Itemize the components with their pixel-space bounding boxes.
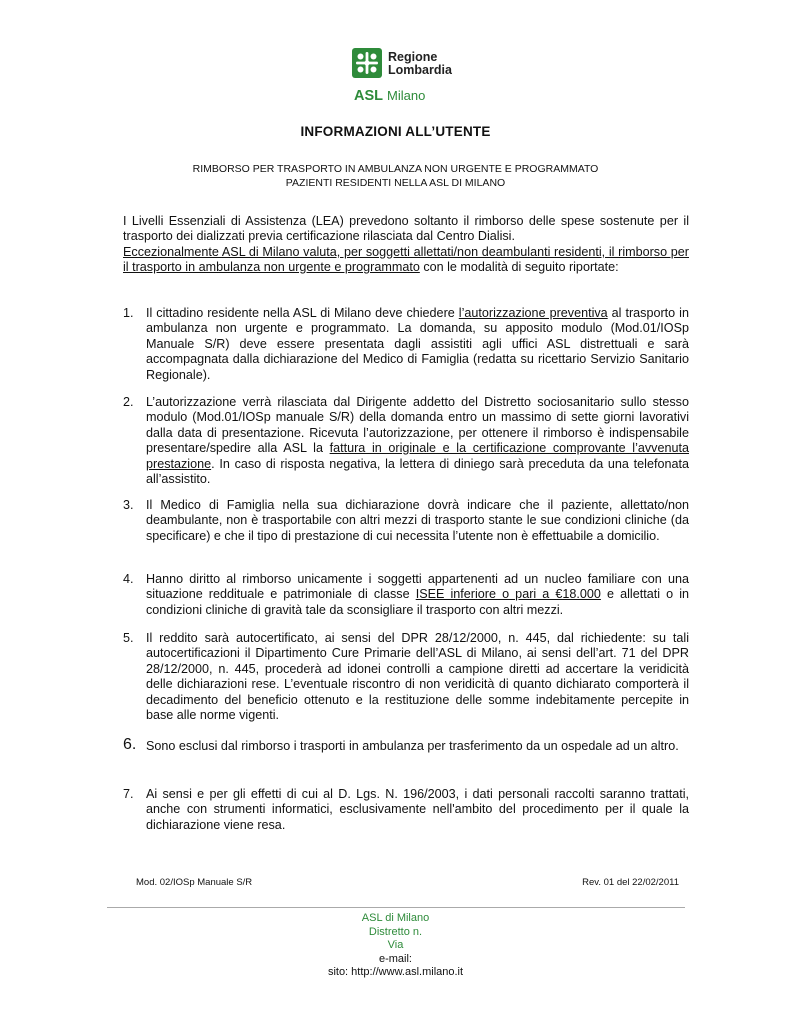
contact-website: sito: http://www.asl.milano.it [327,966,464,978]
lombardia-rose-icon [352,48,382,78]
contact-block [0,912,791,980]
item-text [146,572,689,618]
item-text-underlined: fattura in originale e la certificazione comprovante l’avvenuta prestazione [146,441,689,471]
logo-region-name [388,51,452,77]
asl-label [354,88,425,104]
item-number: 4. [123,572,134,586]
regione-lombardia-logo [348,46,468,108]
item-text-underlined: l’autorizzazione preventiva [458,306,608,320]
logo-region-line1: Regione [388,50,438,64]
intro-paragraph [123,214,689,276]
item-text [146,498,689,544]
item-text [146,395,689,487]
item-text [146,306,689,383]
item-text [146,787,689,833]
item-text-pre: Il Medico di Famiglia nella sua dichiarazione dovrà indicare che il paziente, allettato/non deambulante, non è trasportabile con altri mezzi di trasporto stante le sue condizioni cliniche (da specificare) e che il tipo di prestazione di cui necessita l’utente non è effettuabile a domicilio. [146,498,689,543]
contact-district: Distretto n. [368,925,423,938]
contact-email: e-mail: [378,952,412,965]
item-text-pre: Hanno diritto al rimborso unicamente i soggetti appartenenti ad un nucleo familiare con una situazione reddituale e patrimoniale di classe [146,572,689,602]
intro-rest: con le modalità di seguito riportate: [419,260,619,275]
item-text [146,631,689,723]
item-text-pre: Sono esclusi dal rimborso i trasporti in ambulanza per trasferimento da un ospedale ad un altro. [146,739,679,753]
item-number: 2. [123,395,134,409]
intro-text-1: I Livelli Essenziali di Assistenza (LEA) prevedono soltanto il rimborso delle spese sostenute per il trasporto dei dializzati previa certificazione rilasciata dal Centro Dialisi. [123,214,689,244]
page-subtitle [0,162,791,190]
item-text-pre: Ai sensi e per gli effetti di cui al D. Lgs. N. 196/2003, i dati personali raccolti saranno trattati, anche con strumenti informatici, esclusivamente nell'ambito del procedimento per il quale la dichiarazione viene resa. [146,787,689,832]
item-number: 5. [123,631,134,645]
item-text [146,739,689,754]
item-text-post: e allettati o in condizioni cliniche di gravità tale da sconsigliare il trasporto con altri mezzi. [146,587,689,617]
item-text-pre: Il cittadino residente nella ASL di Milano deve chiedere [146,306,459,320]
item-text-underlined: ISEE inferiore o pari a €18.000 [415,587,601,602]
intro-underlined: Eccezionalmente ASL di Milano valuta, per soggetti allettati/non deambulanti residenti, il rimborso per il trasporto in ambulanza non urgente e programmato [123,244,689,275]
logo-region-line2: Lombardia [388,63,452,77]
footer-divider [107,907,685,908]
item-text-pre: Il reddito sarà autocertificato, ai sensi del DPR 28/12/2000, n. 445, dal richiedente: su tali autocertificazioni il Dipartimento Cure Primarie dell’ASL di Milano, ai sensi dell’art. 71 del DPR 28/12/2000, n. 445, procederà ad idonei controlli a campione diretti ad accertare la veridicità delle dichiarazioni rese. L’eventuale riscontro di non veridicità di quanto dichiarato comporterà il decadimento del beneficio ottenuto e la restituzione delle somme indebitamente percepite in base alle norme vigenti. [146,631,689,723]
item-number: 7. [123,787,134,801]
item-text-pre: L’autorizzazione verrà rilasciata dal Dirigente addetto del Distretto sociosanitario sullo stesso modulo (Mod.01/IOSp manuale S/R) della domanda entro un massimo di sette giorni lavorativi dalla data di presentazione. Ricevuta l’autorizzazione, per ottenere il rimborso è indispensabile presentare/spedire alla ASL la [146,395,689,456]
asl-city: Milano [387,88,426,103]
page-title: INFORMAZIONI ALL’UTENTE [300,124,491,139]
footer-module-code: Mod. 02/IOSp Manuale S/R [136,877,253,888]
footer-revision: Rev. 01 del 22/02/2011 [582,877,679,888]
contact-street: Via [387,939,404,951]
item-text-post: al trasporto in ambulanza non urgente e programmato. La domanda, su apposito modulo (Mod.01/IOSp Manuale S/R) deve essere presentata dagli assistiti agli uffici ASL distrettuali e sarà accompagnata dalla dichiarazione del Medico di Famiglia (redatta su ricettario Servizio Sanitario Regionale). [146,306,689,382]
item-number: 6. [123,736,137,753]
item-number: 3. [123,498,134,512]
subtitle-line1: RIMBORSO PER TRASPORTO IN AMBULANZA NON URGENTE E PROGRAMMATO [192,163,599,175]
subtitle-line2: PAZIENTI RESIDENTI NELLA ASL DI MILANO [285,177,506,189]
asl-text: ASL [354,88,383,104]
item-number: 1. [123,306,134,320]
item-text-post: . In caso di risposta negativa, la lettera di diniego sarà preceduta da una telefonata all’assistito. [146,456,689,487]
intro-text-2 [123,245,689,276]
contact-asl: ASL di Milano [361,912,430,924]
